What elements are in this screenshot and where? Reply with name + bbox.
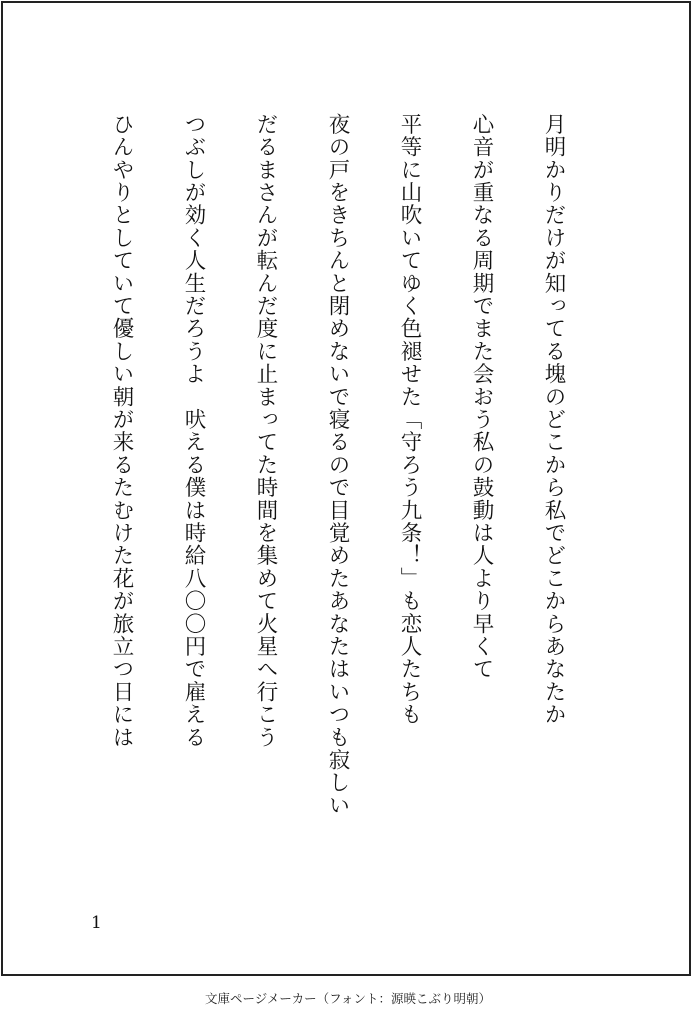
tanka-line-7: ひんやりとしていて優しい朝が来るたむけた花が旅立つ日には [109, 113, 134, 749]
tanka-line-5: だるまさんが転んだ度に止まってた時間を集めて火星へ行こう [253, 113, 278, 749]
page-frame [1, 1, 691, 976]
tanka-line-6: つぶしが効く人生だろうよ 吠える僕は時給八〇〇円で雇える [181, 113, 206, 749]
page-number: 1 [91, 913, 102, 933]
tanka-line-1: 月明かりだけが知ってる塊のどこから私でどこからあなたか [541, 113, 566, 726]
tanka-line-4: 夜の戸をきちんと閉めないで寝るので目覚めたあなたはいつも寂しい [325, 113, 350, 817]
footer-credit: 文庫ページメーカー（フォント：源暎こぶり明朝） [204, 991, 491, 1006]
tanka-line-2: 心音が重なる周期でまた会おう私の鼓動は人より早くて [469, 113, 494, 681]
tanka-text-block [85, 113, 589, 873]
tanka-line-3: 平等に山吹いてゆく色褪せた「守ろう九条！」も恋人たちも [397, 113, 422, 726]
